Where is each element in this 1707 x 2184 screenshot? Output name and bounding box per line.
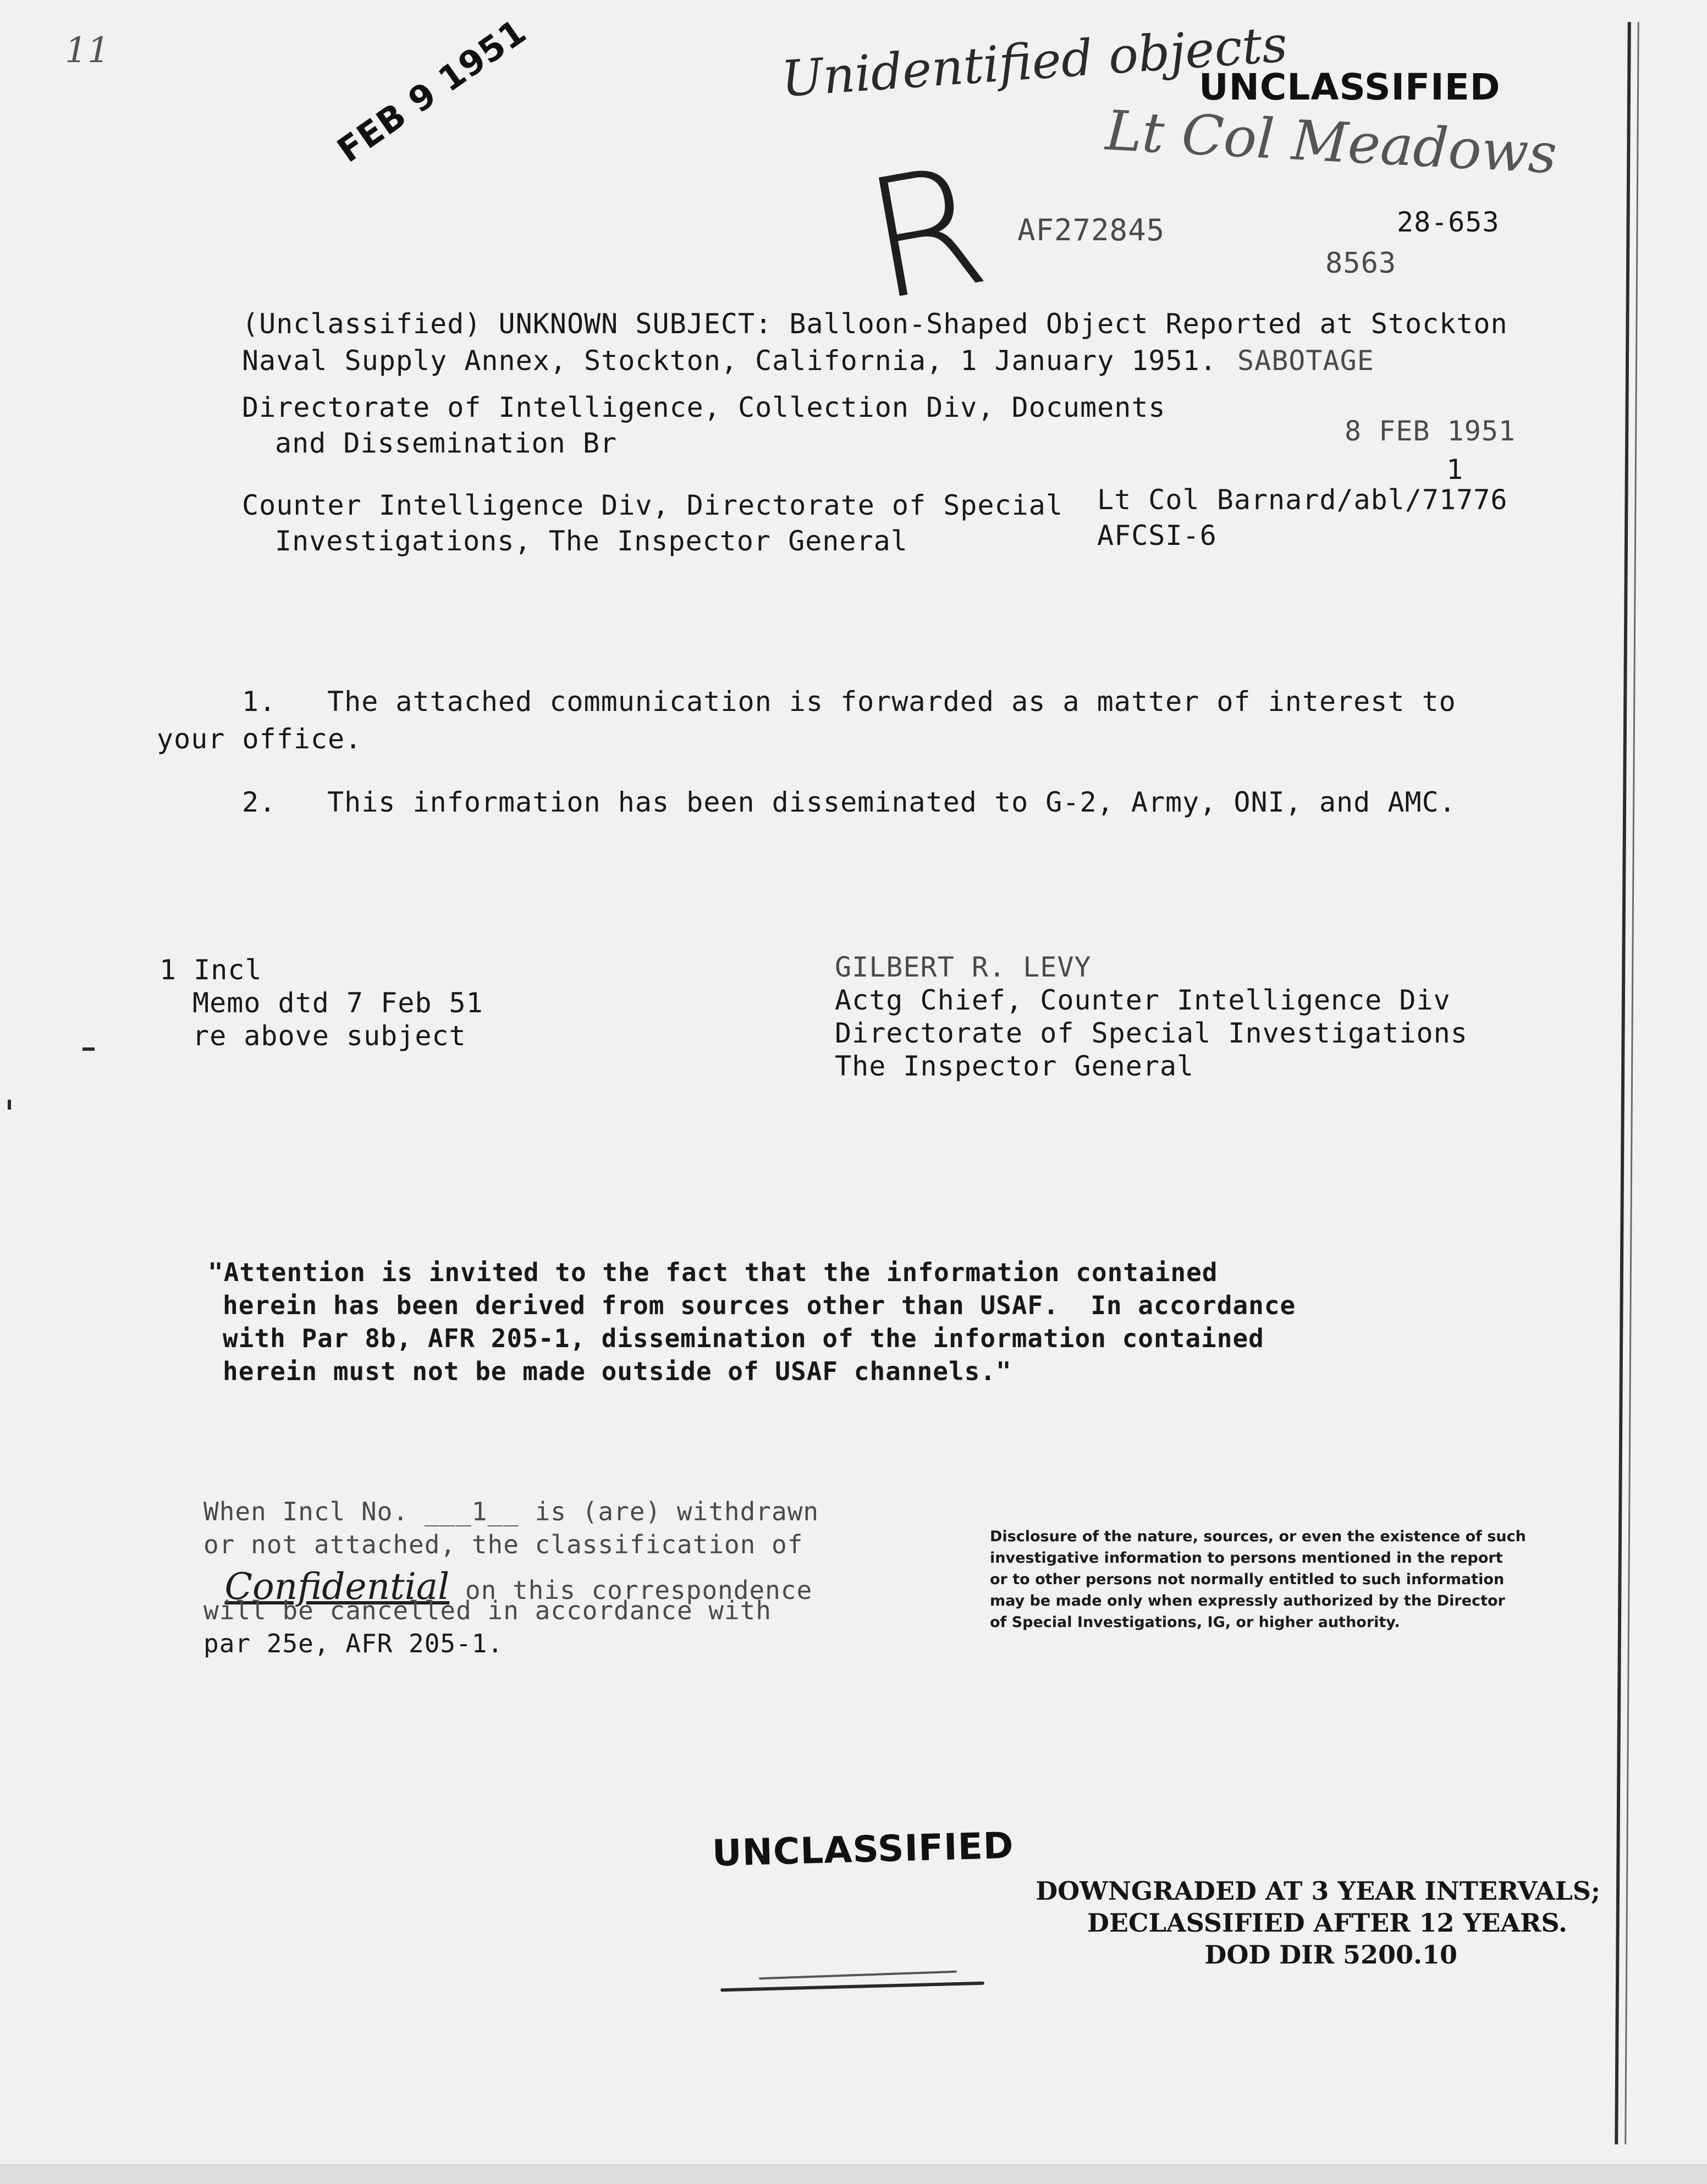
disclosure-line-5: of Special Investigations, IG, or higher authority. [990,1614,1400,1631]
signer-name: GILBERT R. LEVY [835,951,1092,983]
received-date-stamp: FEB 9 1951 [330,11,534,170]
handwritten-note: Unidentified objects [779,15,1290,109]
office-symbol: AFCSI-6 [1097,520,1217,551]
scan-speck [82,1047,95,1051]
disclosure-line-3: or to other persons not normally entitled to such information [990,1571,1505,1588]
paragraph-2-line-1: This information has been disseminated to G-2, Army, ONI, and AMC. [327,786,1456,818]
scan-speck [8,1100,11,1110]
withdrawal-line-2: or not attached, the classification of [203,1530,803,1559]
from-line-1: Counter Intelligence Div, Directorate of Special [242,489,1063,521]
signer-title-2: Directorate of Special Investigations [835,1017,1468,1049]
contact-officer: Lt Col Barnard/abl/71776 [1097,484,1508,516]
paragraph-1-line-1: The attached communication is forwarded as a matter of interest to [327,686,1456,718]
classification-stamp-bottom: UNCLASSIFIED [712,1824,1015,1875]
enclosure-line-2: Memo dtd 7 Feb 51 [192,987,483,1019]
item-number: 1 [1446,454,1464,486]
attention-line-2: herein has been derived from sources other than USAF. In accordance [223,1290,1296,1320]
control-number: AF272845 [1017,213,1165,247]
subject-line-2: Naval Supply Annex, Stockton, California, 1 January 1951. [242,345,1217,377]
file-number-sub: 8563 [1325,247,1397,280]
paragraph-2-number: 2. [242,786,277,818]
attention-line-3: with Par 8b, AFR 205-1, dissemination of the information contained [223,1323,1264,1353]
paragraph-1-line-2: your office. [157,723,362,755]
to-line-2: and Dissemination Br [275,427,618,459]
downgrade-line-2: DECLASSIFIED AFTER 12 YEARS. [1087,1908,1567,1938]
handwritten-routing-mark: R [853,129,1000,338]
paragraph-1-number: 1. [242,686,277,718]
file-number: 28-653 [1397,206,1500,238]
subject-tag: SABOTAGE [1237,345,1374,377]
enclosure-line-3: re above subject [192,1020,466,1052]
signature-scribble [720,1982,984,1992]
to-line-1: Directorate of Intelligence, Collection Div, Documents [242,391,1166,423]
withdrawal-line-5: par 25e, AFR 205-1. [203,1629,504,1658]
received-date: 8 FEB 1951 [1345,415,1516,447]
signer-title-1: Actg Chief, Counter Intelligence Div [835,984,1451,1016]
scan-edge [1615,22,1631,2144]
enclosure-line-1: 1 Incl [159,954,262,986]
withdrawal-line-1: When Incl No. ___1__ is (are) withdrawn [203,1497,819,1526]
handwritten-note: Lt Col Meadows [1104,98,1559,186]
subject-line-1: (Unclassified) UNKNOWN SUBJECT: Balloon-Shaped Object Reported at Stockton [242,308,1508,340]
disclosure-line-2: investigative information to persons mentioned in the report [990,1549,1503,1567]
signature-scribble [759,1971,957,1980]
classification-stamp-top: UNCLASSIFIED [1199,66,1501,108]
scan-edge [0,2164,1707,2184]
disclosure-line-4: may be made only when expressly authorized by the Director [990,1592,1505,1609]
disclosure-line-1: Disclosure of the nature, sources, or even the existence of such [990,1528,1526,1545]
from-line-2: Investigations, The Inspector General [275,525,908,557]
withdrawal-line-3-text: on this correspondence [449,1575,813,1605]
folio-mark: 11 [65,30,110,71]
signer-title-3: The Inspector General [835,1050,1194,1082]
downgrade-line-3: DOD DIR 5200.10 [1204,1940,1457,1970]
attention-line-4: herein must not be made outside of USAF channels." [223,1356,1012,1386]
downgrade-line-1: DOWNGRADED AT 3 YEAR INTERVALS; [1036,1876,1600,1906]
handwritten-classification: Confidential [224,1565,450,1608]
withdrawal-line-4: will be cancelled in accordance with [203,1596,772,1625]
attention-line-1: "Attention is invited to the fact that the information contained [208,1258,1218,1287]
